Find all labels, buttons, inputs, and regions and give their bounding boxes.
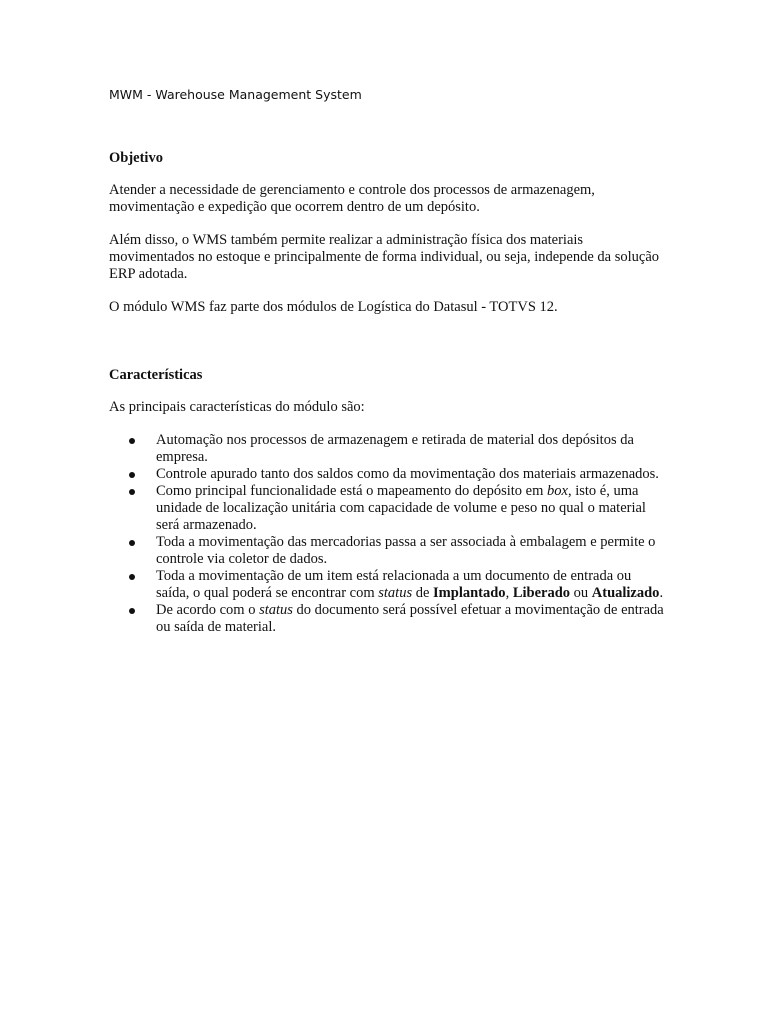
list-item-text: de [412,585,434,601]
list-item-text: . [659,585,664,601]
caracteristicas-heading: Características [109,367,203,383]
list-item-text: do documento será possível efetuar a movimentação de entrada ou saída de material. [156,602,664,635]
list-item-text: , isto é, uma unidade de localização unitária com capacidade de volume e peso no qual o material será armazenado. [156,483,646,533]
status-implantado: Implantado [433,585,506,601]
list-item [109,466,664,483]
bullet-icon [129,438,135,444]
list-item [109,568,664,602]
bullet-icon [129,540,135,546]
status-liberado: Liberado [512,585,571,601]
objetivo-paragraph-2: Além disso, o WMS também permite realizar a administração física dos materiais movimentados no estoque e principalmente de forma individual, ou seja, independe da solução ERP adotada. [109,232,660,282]
list-item-text: Controle apurado tanto dos saldos como da movimentação dos materiais armazenados. [156,466,659,482]
italic-term-status: status [259,602,293,618]
list-item-text: Toda a movimentação de um item está relacionada a um documento de entrada ou saída, o qual poderá se encontrar com [156,568,632,601]
objetivo-heading: Objetivo [109,150,163,166]
document-title: MWM - Warehouse Management System [109,87,362,102]
list-item [109,602,664,636]
italic-term-status: status [378,585,413,601]
list-item-text: Toda a movimentação das mercadorias passa a ser associada à embalagem e permite o controle via coletor de dados. [156,534,656,567]
bullet-icon [129,472,135,478]
bullet-icon [129,574,135,580]
objetivo-paragraph-3: O módulo WMS faz parte dos módulos de Logística do Datasul - TOTVS 12. [109,299,558,315]
list-item [109,534,664,568]
caracteristicas-intro: As principais características do módulo são: [109,399,365,415]
italic-term-box: box [547,483,568,499]
document-page [109,86,664,636]
list-item-text: Automação nos processos de armazenagem e retirada de material dos depósitos da empresa. [156,432,634,465]
list-item-text: ou [570,585,592,601]
list-item-text: Como principal funcionalidade está o mapeamento do depósito em [156,483,547,499]
bullet-icon [129,489,135,495]
status-atualizado: Atualizado [591,585,660,601]
caracteristicas-list [109,432,664,636]
bullet-icon [129,608,135,614]
list-item [109,432,664,466]
list-item-text: De acordo com o [156,602,260,618]
list-item [109,483,664,534]
objetivo-paragraph-1: Atender a necessidade de gerenciamento e controle dos processos de armazenagem, movimentação e expedição que ocorrem dentro de um depósito. [109,182,595,215]
list-item-text: , [505,585,513,601]
